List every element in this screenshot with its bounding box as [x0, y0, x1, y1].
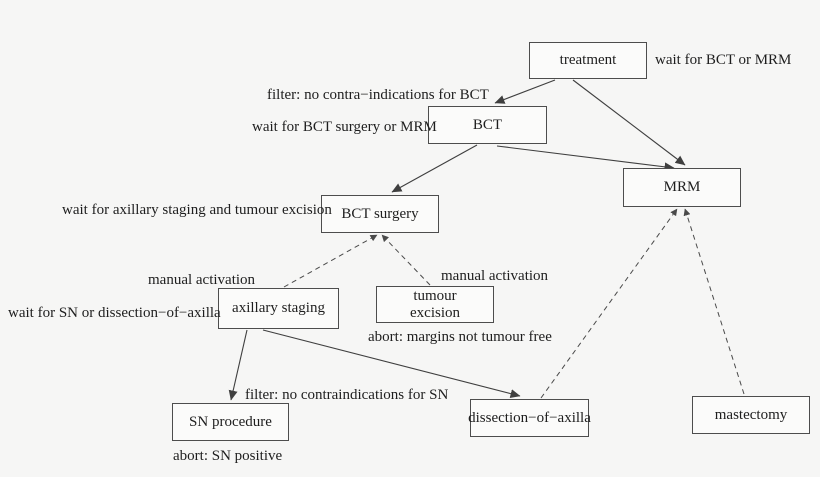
- note-wait-sn-or-dissection: wait for SN or dissection−of−axilla: [8, 305, 221, 321]
- note-wait-bct-surgery-or-mrm: wait for BCT surgery or MRM: [252, 119, 437, 135]
- edge-axillary-staging-to-bct-surgery: [284, 235, 377, 287]
- node-label: MRM: [663, 179, 701, 195]
- node-mrm: [623, 168, 741, 207]
- node-label: mastectomy: [714, 406, 788, 423]
- edge-dissection-to-mrm: [541, 209, 677, 398]
- node-label: BCT: [472, 116, 503, 133]
- edge-bct-to-mrm: [497, 146, 674, 168]
- edge-treatment-to-mrm: [573, 80, 685, 165]
- node-treatment: [529, 42, 647, 79]
- node-label: axillary staging: [232, 300, 325, 316]
- node-bct-surgery: [321, 195, 439, 233]
- node-dissection-of-axilla: [470, 399, 589, 437]
- note-abort-sn-positive: abort: SN positive: [173, 448, 283, 464]
- note-filter-bct: filter: no contra−indications for BCT: [267, 87, 489, 103]
- node-label: dissection−of−axilla: [468, 409, 591, 426]
- note-manual-activation-left: manual activation: [148, 272, 256, 288]
- edge-tumour-excision-to-bct-surgery: [382, 235, 430, 285]
- note-filter-sn: filter: no contraindications for SN: [245, 387, 449, 403]
- note-wait-axillary-tumour: wait for axillary staging and tumour excision: [62, 202, 332, 218]
- note-manual-activation-right: manual activation: [441, 268, 549, 284]
- note-wait-bct-or-mrm: wait for BCT or MRM: [655, 52, 792, 68]
- node-label: excision: [410, 304, 460, 321]
- node-bct: [428, 106, 547, 144]
- node-label: SN procedure: [189, 413, 272, 430]
- edge-mastectomy-to-mrm: [685, 209, 744, 394]
- node-label: tumour: [413, 287, 457, 304]
- edge-bct-to-bct-surgery: [392, 145, 477, 192]
- node-label: BCT surgery: [341, 205, 419, 222]
- edge-treatment-to-bct: [495, 80, 555, 103]
- note-abort-margins: abort: margins not tumour free: [368, 329, 552, 345]
- node-tumour-excision: [376, 286, 494, 323]
- node-axillary-staging: [218, 288, 339, 329]
- node-sn-procedure: [172, 403, 289, 441]
- node-label: treatment: [559, 52, 617, 68]
- node-mastectomy: [692, 396, 810, 434]
